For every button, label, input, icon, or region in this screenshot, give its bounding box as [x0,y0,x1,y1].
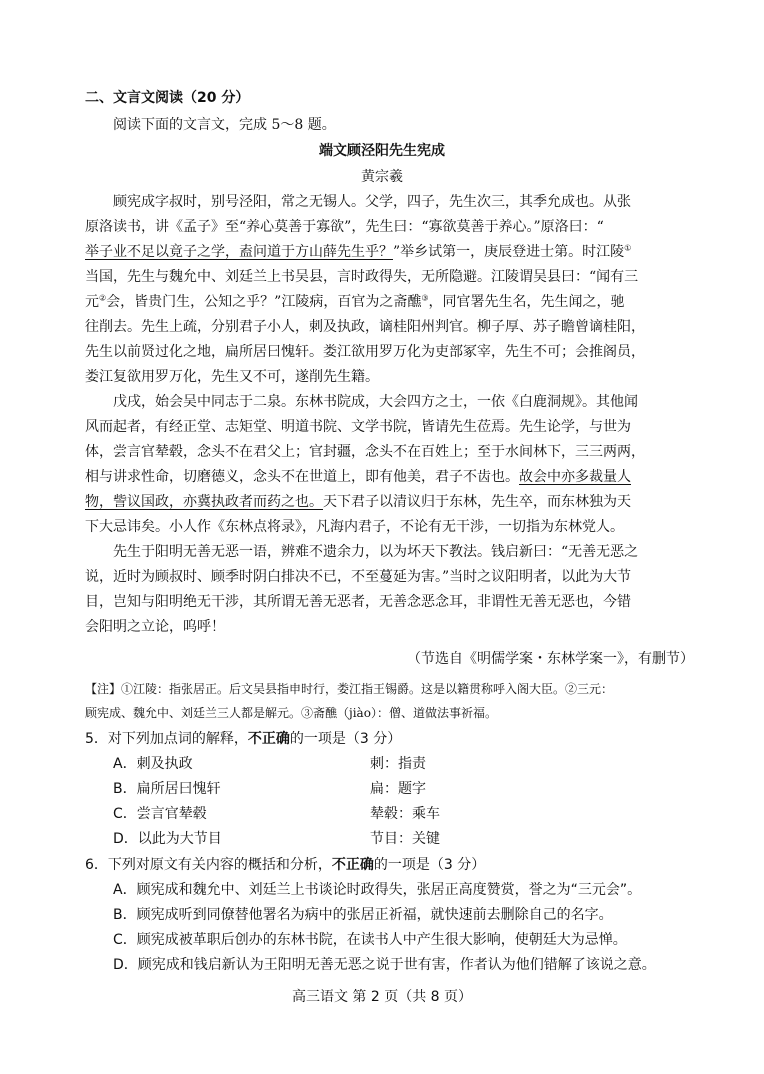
question-5-stem: 5．对下列加点词的解释，不正确的一项是（3 分） [85,731,402,747]
q5-option-a-gloss: 刺：指责 [370,756,426,772]
underlined-sentence: 故会中亦多裁量人 [519,469,631,485]
passage-line: 先生于阳明无善无恶一语，辨难不遗余力，以为坏天下教法。钱启新曰：“无善无恶之 [113,544,639,560]
q6-option-c: C．顾宪成被革职后创办的东林书院，在读书人中产生很大影响，使朝廷大为忌惮。 [113,932,627,948]
q5-option-b: B．扁所居曰愧轩 [113,781,221,797]
question-6-stem: 6．下列对原文有关内容的概括和分析，不正确的一项是（3 分） [85,857,486,873]
footnote-line: 【注】①江陵：指张居正。后文吴县指申时行，娄江指王锡爵。这是以籍贯称呼入阁大臣。②三元： [85,682,614,696]
section-heading: 二、文言文阅读（20 分） [85,90,250,106]
passage-line: 娄江复欲用罗万化，先生又不可，遂削先生籍。 [85,369,379,385]
page-footer: 高三语文 第 2 页（共 8 页） [291,989,473,1005]
passage-line: 会阳明之立论，呜呼！ [85,619,225,635]
passage-line: 原洛读书，讲《孟子》至“养心莫善于寡欲”，先生曰：“寡欲莫善于养心。”原洛曰：“ [85,219,604,235]
emphasis-text: 不正确 [331,857,374,873]
passage-line: 风而起者，有经正堂、志矩堂、明道书院、文学书院，皆请先生莅焉。先生论学，与世为 [85,419,631,435]
passage-line: 当国，先生与魏允中、刘廷兰上书吴县，言时政得失，无所隐避。江陵谓吴县曰：“闻有三 [85,269,639,285]
q6-option-a: A．顾宪成和魏允中、刘廷兰上书谈论时政得失，张居正高度赞赏，誉之为“三元会”。 [113,882,642,898]
passage-source: （节选自《明儒学案・东林学案一》，有删节） [407,651,694,667]
passage-line: 说，近时为顾叔时、顾季时阴白排决不已，不至蔓延为害。”当时之议阳明者，以此为大节 [85,569,632,585]
passage-line: 顾宪成字叔时，别号泾阳，常之无锡人。父学，四子，先生次三，其季允成也。从张 [113,194,631,210]
passage-line: 往削去。先生上疏，分别君子小人，刺及执政，谪桂阳州判官。柳子厚、苏子瞻曾谪桂阳， [85,319,645,335]
passage-line: 物，訾议国政，亦冀执政者而药之也。天下君子以清议归于东林，先生卒，而东林独为天 [85,494,631,510]
q6-option-b: B．顾宪成听到同僚替他署名为病中的张居正祈福，就快速前去删除自己的名字。 [113,907,613,923]
emphasis-text: 不正确 [247,731,290,747]
q5-option-d: D．以此为大节目 [113,831,222,847]
passage-line: 相与讲求性命，切磨德义，念头不在世道上，即有他美，君子不齿也。故会中亦多裁量人 [85,469,631,485]
section-instruction: 阅读下面的文言文，完成 5～8 题。 [113,117,336,133]
passage-line: 目，岂知与阳明绝无干涉，其所谓无善无恶者，无善念恶念耳，非谓性无善无恶也，今错 [85,594,631,610]
passage-line: 下大忌讳矣。小人作《东林点将录》，凡海内君子，不论有无干涉，一切指为东林党人。 [85,519,624,535]
q5-option-d-gloss: 节目：关键 [370,831,440,847]
passage-line: 体，尝言官辇毂，念头不在君父上；官封疆，念头不在百姓上；至于水间林下，三三两两， [85,444,645,460]
q5-option-b-gloss: 扁：题字 [370,781,426,797]
q5-option-c: C．尝言官辇毂 [113,806,207,822]
passage-line: 先生以前贤过化之地，扁所居曰愧轩。娄江欲用罗万化为吏部冢宰，先生不可；会推阁员， [85,344,645,360]
underlined-sentence: 举子业不足以竟子之学，盍问道于方山薛先生乎？ [85,244,393,260]
passage-line: 元②会，皆贵门生，公知之乎？”江陵病，百官为之斋醮③，同官署先生名，先生闻之，驰 [85,293,625,310]
passage-title: 端文顾泾阳先生宪成 [319,143,445,159]
q5-option-c-gloss: 辇毂：乘车 [370,806,440,822]
underlined-sentence: 物，訾议国政，亦冀执政者而药之也。 [85,494,323,510]
passage-author: 黄宗羲 [361,169,403,185]
q6-option-d: D．顾宪成和钱启新认为王阳明无善无恶之说于世有害，作者认为他们错解了该说之意。 [113,957,656,973]
passage-line: 戊戌，始会吴中同志于二泉。东林书院成，大会四方之士，一依《白鹿洞规》。其他闻 [113,394,638,410]
footnote-line: 顾宪成、魏允中、刘廷兰三人都是解元。③斋醮（jiào）：僧、道做法事祈福。 [85,706,497,720]
passage-line: 举子业不足以竟子之学，盍问道于方山薛先生乎？”举乡试第一，庚辰登进士第。时江陵① [85,243,632,260]
q5-option-a: A．刺及执政 [113,756,193,772]
